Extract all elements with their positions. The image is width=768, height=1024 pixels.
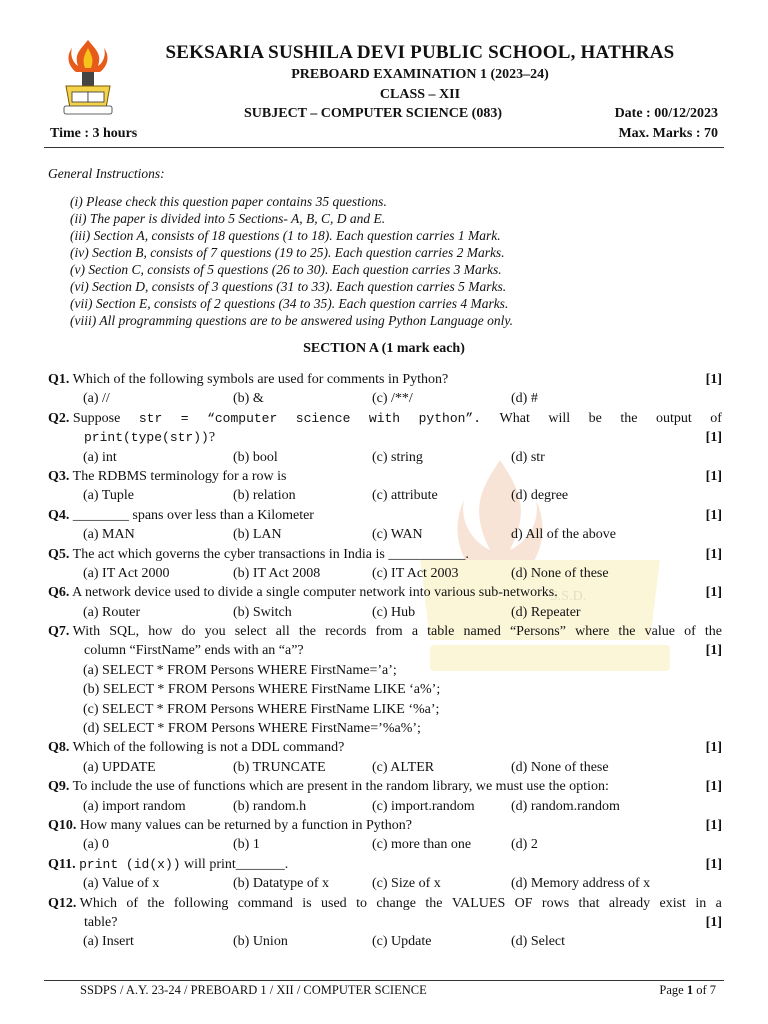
question-number: Q10.	[48, 817, 77, 833]
section-a-title: SECTION A (1 mark each)	[303, 341, 465, 356]
page-number	[659, 983, 716, 998]
question-number: Q1.	[48, 372, 70, 387]
question-text: How many values can be returned by a function in Python?	[76, 817, 412, 833]
option: (c) string	[372, 449, 423, 465]
watermark-text: S.S.D.	[550, 589, 587, 604]
question-word: SQL,	[109, 624, 140, 640]
options-row	[48, 486, 722, 505]
question-word: change	[376, 895, 416, 911]
question-mark: [1]	[705, 507, 722, 523]
instructions-list	[70, 193, 513, 329]
option: (a) Insert	[83, 934, 134, 950]
question-q1	[48, 370, 722, 389]
option: (d) 2	[511, 837, 538, 853]
exam-time: Time : 3 hours	[50, 126, 138, 141]
options-row	[48, 564, 722, 583]
question-word: the	[147, 895, 165, 911]
code-text: print(type(str))	[84, 430, 209, 446]
question-word: that	[578, 895, 600, 911]
question-word: where	[575, 624, 610, 640]
code-word: with	[368, 410, 401, 426]
instruction-item: (iii) Section A, consists of 18 questions (1 to 18). Each question carries 1 Mark.	[70, 228, 501, 243]
question-word: With	[72, 624, 101, 640]
question-q12-cont	[48, 913, 722, 932]
footer-label: SSDPS / A.Y. 23-24 / PREBOARD 1 / XII / COMPUTER SCIENCE	[80, 983, 427, 997]
exam-date: Date : 00/12/2023	[614, 106, 718, 121]
code-word: science	[295, 410, 351, 426]
option: (b) Switch	[233, 604, 292, 620]
option: (b) LAN	[233, 527, 282, 543]
option: (b) 1	[233, 837, 260, 853]
code-word: “computer	[207, 410, 278, 426]
option: (b) Datatype of x	[233, 876, 330, 892]
question-mark: [1]	[705, 430, 722, 446]
option: d) All of the above	[511, 527, 616, 543]
question-word: of	[684, 624, 696, 640]
question-word: a	[411, 624, 419, 640]
question-text: Which of the following is not a DDL command?	[69, 740, 345, 756]
question-mark: [1]	[705, 817, 722, 833]
option: (a) MAN	[83, 527, 135, 543]
class-label: CLASS – XII	[379, 87, 461, 102]
instruction-item: (v) Section C, consists of 5 questions (26 to 30). Each question carries 3 Marks.	[70, 262, 502, 277]
question-word: used	[321, 895, 347, 911]
question-word: will	[548, 410, 571, 426]
current-page: 1	[686, 983, 694, 997]
question-text: The act which governs the cyber transactions in India is ___________.	[69, 546, 469, 562]
options-row	[48, 932, 722, 951]
question-word: rows	[541, 895, 570, 911]
code-word: =	[180, 410, 189, 426]
instruction-item: (i) Please check this question paper contains 35 questions.	[70, 194, 387, 209]
question-word: the	[618, 624, 636, 640]
option: (c) import.random	[372, 798, 475, 814]
options-row	[48, 525, 722, 544]
code-word: python”.	[418, 410, 482, 426]
option: (c) Update	[372, 934, 432, 950]
instruction-item: (vii) Section E, consists of 2 questions (34 to 35). Each question carries 4 Marks.	[70, 296, 509, 311]
question-mark: [1]	[705, 585, 722, 601]
question-mark: [1]	[705, 643, 722, 659]
question-mark: [1]	[705, 740, 722, 756]
question-word: records	[325, 624, 367, 640]
option: (b) &	[233, 391, 264, 407]
question-word: named	[463, 624, 501, 640]
question-word: command	[237, 895, 293, 911]
option: (b) bool	[233, 449, 278, 465]
option: (a) IT Act 2000	[83, 565, 170, 581]
instruction-item: (iv) Section B, consists of 7 questions (19 to 25). Each question carries 2 Marks.	[70, 245, 505, 260]
question-number: Q3.	[48, 468, 70, 484]
question-q5	[48, 545, 722, 564]
option: (a) int	[83, 449, 117, 465]
question-q10	[48, 816, 722, 835]
options-row	[48, 797, 722, 816]
options-row	[48, 835, 722, 854]
option: (d) random.random	[511, 798, 620, 814]
school-logo-icon	[58, 36, 118, 118]
option: (c) /**/	[372, 391, 413, 407]
question-word: Which	[79, 895, 117, 911]
question-word: be	[588, 410, 602, 426]
option: (c) attribute	[372, 488, 438, 504]
page-suffix: of 7	[693, 983, 716, 997]
question-word: in	[695, 895, 707, 911]
question-q7-cont	[48, 641, 722, 660]
question-number: Q12.	[48, 895, 77, 911]
question-q2-cont	[48, 428, 722, 447]
option: (c) Hub	[372, 604, 416, 620]
question-word: of	[126, 895, 139, 911]
question-word: to	[356, 895, 367, 911]
options-row	[48, 603, 722, 622]
option: (d) Memory address of x	[511, 876, 651, 892]
question-word: do	[181, 624, 196, 640]
option: (b) TRUNCATE	[233, 759, 326, 775]
option: (d) #	[511, 391, 538, 407]
question-number: Q6.	[48, 585, 70, 601]
question-q9	[48, 777, 722, 796]
question-word: table	[427, 624, 455, 640]
option: (a) Tuple	[83, 488, 134, 504]
question-q3	[48, 467, 722, 486]
question-word: a	[715, 895, 722, 911]
question-q7	[48, 622, 722, 641]
options-row	[48, 448, 722, 467]
question-word: following	[173, 895, 229, 911]
header-divider	[44, 147, 724, 148]
question-number: Q8.	[48, 740, 70, 756]
options-row	[48, 389, 722, 408]
question-word: of	[710, 410, 722, 426]
question-word: output	[655, 410, 692, 426]
instruction-item: (ii) The paper is divided into 5 Sections- A, B, C, D and E.	[70, 211, 386, 226]
question-word: the	[620, 410, 638, 426]
question-word: select	[234, 624, 267, 640]
option: (c) ALTER	[372, 759, 435, 775]
question-mark: [1]	[705, 546, 722, 562]
option: (a) UPDATE	[83, 759, 156, 775]
question-word: all	[275, 624, 290, 640]
option: (a) //	[83, 391, 110, 407]
school-name: SEKSARIA SUSHILA DEVI PUBLIC SCHOOL, HATHRAS	[165, 42, 675, 63]
question-mark: [1]	[705, 468, 722, 484]
option: (c) more than one	[372, 837, 472, 853]
question-word: is	[302, 895, 312, 911]
option: (d) degree	[511, 488, 569, 504]
question-word: already	[608, 895, 651, 911]
option: (b) random.h	[233, 798, 307, 814]
question-word: from	[375, 624, 403, 640]
footer-divider	[44, 980, 724, 981]
option: (b) IT Act 2008	[233, 565, 321, 581]
instruction-item: (viii) All programming questions are to be answered using Python Language only.	[70, 313, 513, 328]
question-word: OF	[514, 895, 533, 911]
option: (d) str	[511, 449, 545, 465]
question-word: exist	[659, 895, 686, 911]
question-number: Q5.	[48, 546, 70, 562]
option: (a) import random	[83, 798, 186, 814]
question-word: What	[499, 410, 530, 426]
question-word: you	[204, 624, 226, 640]
question-word: “Persons”	[509, 624, 566, 640]
option: (b) relation	[233, 488, 296, 504]
question-mark: [1]	[705, 914, 722, 930]
option: (c) Size of x	[372, 876, 441, 892]
options-row	[48, 874, 722, 893]
subject-label: SUBJECT – COMPUTER SCIENCE (083)	[244, 106, 502, 121]
question-word: VALUES	[451, 895, 506, 911]
question-word: how	[148, 624, 173, 640]
option: (b) Union	[233, 934, 288, 950]
option: (c) SELECT * FROM Persons WHERE FirstName LIKE ‘%a’;	[83, 701, 440, 717]
question-word: the	[298, 624, 317, 640]
question-number: Q4.	[48, 507, 70, 523]
instruction-item: (vi) Section D, consists of 3 questions (31 to 33). Each question carries 5 Marks.	[70, 279, 507, 294]
question-number: Q11.	[48, 856, 76, 872]
option: (c) IT Act 2003	[372, 565, 459, 581]
option: (a) 0	[83, 837, 110, 853]
option: (d) None of these	[511, 565, 609, 581]
question-word: the	[704, 624, 722, 640]
question-word: value	[644, 624, 675, 640]
question-text: will print_______.	[180, 856, 289, 872]
instructions-title: General Instructions:	[48, 166, 165, 181]
option: (a) Value of x	[83, 876, 160, 892]
question-q6	[48, 583, 722, 602]
question-text: column “FirstName” ends with an “a”?	[84, 643, 304, 659]
options-row	[48, 758, 722, 777]
question-mark: [1]	[705, 372, 722, 387]
option: (d) SELECT * FROM Persons WHERE FirstName=’%a%’;	[83, 721, 421, 737]
option: (d) Repeater	[511, 604, 581, 620]
question-mark: [1]	[705, 856, 722, 872]
option: (b) SELECT * FROM Persons WHERE FirstName LIKE ‘a%’;	[83, 682, 441, 698]
question-text: table?	[84, 914, 118, 930]
option: (a) SELECT * FROM Persons WHERE FirstName=’a’;	[83, 662, 397, 678]
question-q12	[48, 894, 722, 913]
exam-title: PREBOARD EXAMINATION 1 (2023–24)	[291, 67, 549, 82]
option: (a) Router	[83, 604, 141, 620]
question-text: ________ spans over less than a Kilometer	[69, 507, 314, 523]
question-q4	[48, 506, 722, 525]
page-prefix: Page	[659, 983, 687, 997]
question-number: Q2.	[48, 410, 70, 426]
question-q8	[48, 738, 722, 757]
question-word: the	[425, 895, 443, 911]
code-text: print (id(x))	[79, 856, 181, 872]
max-marks: Max. Marks : 70	[618, 126, 718, 141]
questions-area	[48, 370, 722, 952]
question-word: Suppose	[72, 410, 121, 426]
option: (d) Select	[511, 934, 566, 950]
question-text: To include the use of functions which are present in the random library, we must use the option:	[69, 779, 609, 795]
question-number: Q7.	[48, 624, 70, 640]
question-q2	[48, 409, 722, 428]
question-text: ?	[208, 430, 216, 446]
option: (d) None of these	[511, 759, 609, 775]
question-mark: [1]	[705, 779, 722, 795]
option: (c) WAN	[372, 527, 423, 543]
question-q11	[48, 855, 722, 874]
question-number: Q9.	[48, 779, 70, 795]
question-text: Which of the following symbols are used for comments in Python?	[69, 372, 449, 387]
question-text: The RDBMS terminology for a row is	[69, 468, 287, 484]
question-text: A network device used to divide a single computer network into various sub-networks.	[69, 585, 558, 601]
code-word: str	[138, 410, 163, 426]
